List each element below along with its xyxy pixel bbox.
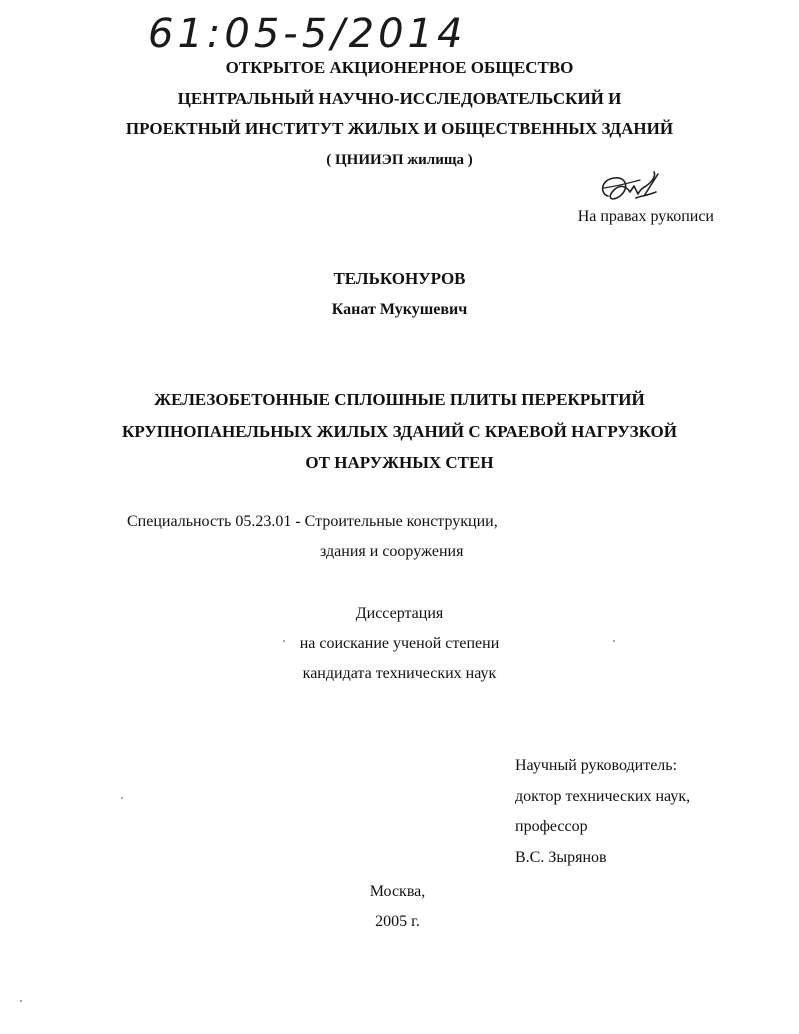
author-surname: ТЕЛЬКОНУРОВ bbox=[333, 269, 466, 288]
org-abbreviation: ( ЦНИИЭП жилища ) bbox=[326, 152, 473, 168]
handwritten-catalog-number: 61:05-5/2014 bbox=[148, 11, 467, 57]
supervisor-degree: доктор технических наук, bbox=[515, 788, 691, 805]
org-line-3: ПРОЕКТНЫЙ ИНСТИТУТ ЖИЛЫХ И ОБЩЕСТВЕННЫХ ЗДАНИЙ bbox=[125, 119, 674, 138]
scan-speck bbox=[121, 797, 123, 799]
author-name: Канат Мукушевич bbox=[331, 301, 468, 318]
org-line-1: ОТКРЫТОЕ АКЦИОНЕРНОЕ ОБЩЕСТВО bbox=[225, 58, 574, 77]
city: Москва, bbox=[369, 883, 426, 900]
supervisor-label: Научный руководитель: bbox=[515, 757, 678, 774]
scan-speck bbox=[613, 640, 615, 642]
title-line-1: ЖЕЛЕЗОБЕТОННЫЕ СПЛОШНЫЕ ПЛИТЫ ПЕРЕКРЫТИЙ bbox=[154, 390, 645, 409]
supervisor-name: В.С. Зырянов bbox=[515, 849, 607, 866]
dissertation-degree-line: на соискание ученой степени bbox=[299, 635, 500, 652]
dissertation-field-line: кандидата технических наук bbox=[302, 665, 497, 682]
specialty-line-1: Специальность 05.23.01 - Строительные конструкции, bbox=[127, 513, 498, 530]
dissertation-label: Диссертация bbox=[355, 605, 444, 622]
title-line-2: КРУПНОПАНЕЛЬНЫХ ЖИЛЫХ ЗДАНИЙ С КРАЕВОЙ НАГРУЗКОЙ bbox=[122, 422, 677, 441]
supervisor-title: профессор bbox=[515, 818, 588, 835]
manuscript-rights-note: На правах рукописи bbox=[577, 208, 714, 225]
org-line-2: ЦЕНТРАЛЬНЫЙ НАУЧНО-ИССЛЕДОВАТЕЛЬСКИЙ И bbox=[177, 89, 622, 108]
scan-speck bbox=[283, 640, 285, 642]
specialty-line-2: здания и сооружения bbox=[320, 543, 464, 560]
year: 2005 г. bbox=[375, 913, 420, 930]
title-line-3: ОТ НАРУЖНЫХ СТЕН bbox=[305, 453, 494, 472]
scan-speck bbox=[20, 1000, 22, 1002]
